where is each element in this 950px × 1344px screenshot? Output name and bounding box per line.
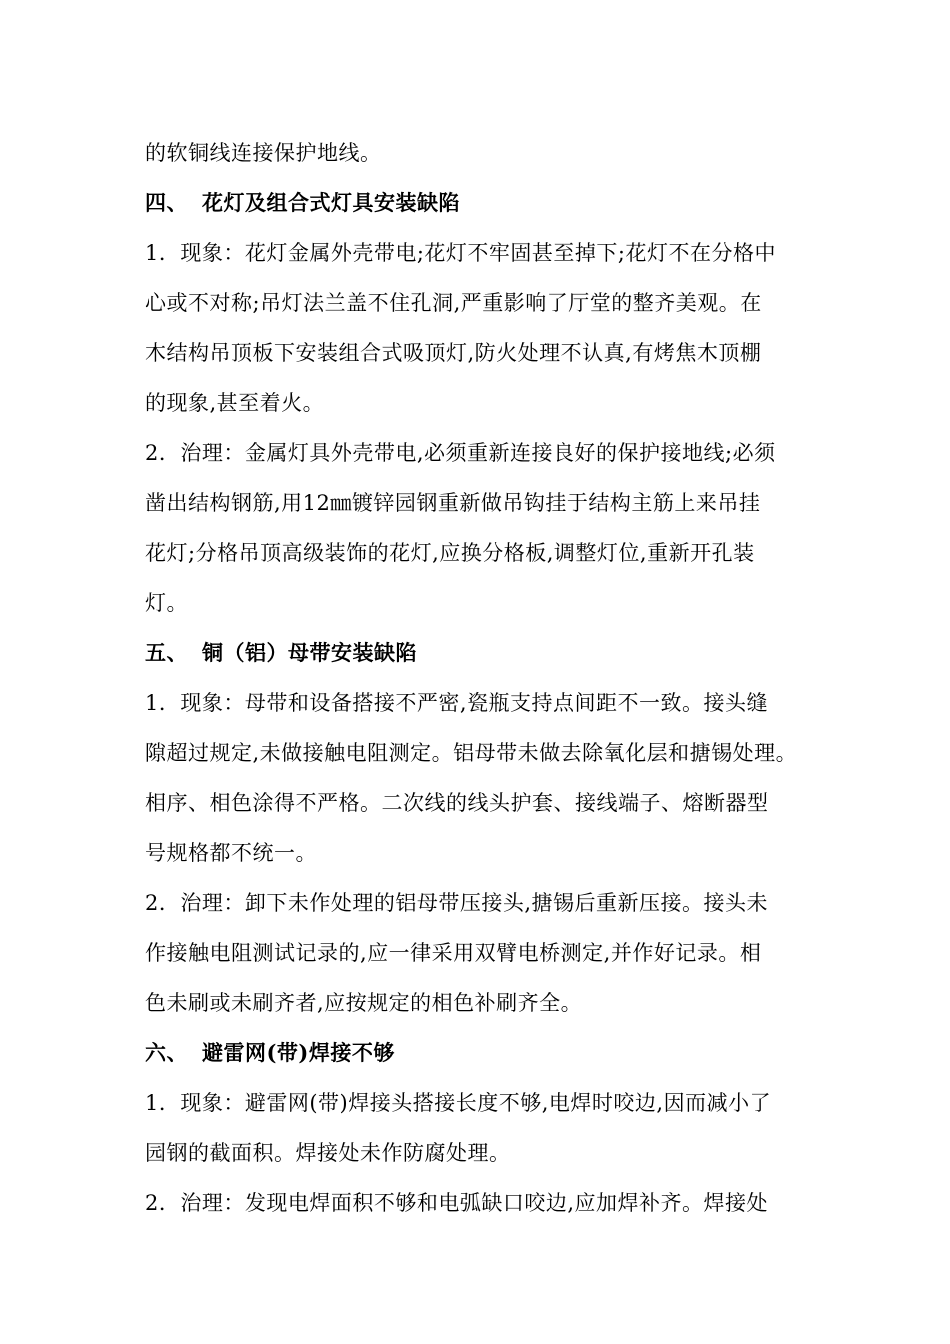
body-line: 作接触电阻测试记录的,应一律采用双臂电桥测定,并作好记录。相: [145, 941, 762, 965]
body-line: 的现象,甚至着火。: [145, 391, 325, 415]
body-line: 1．现象：花灯金属外壳带电;花灯不牢固甚至掉下;花灯不在分格中: [145, 241, 777, 265]
section-title: 铜（铝）母带安装缺陷: [202, 640, 417, 665]
body-line: 2．治理：发现电焊面积不够和电弧缺口咬边,应加焊补齐。焊接处: [145, 1191, 769, 1215]
section-number: 五、: [145, 640, 188, 665]
body-line: 2．治理：卸下未作处理的铝母带压接头,搪锡后重新压接。接头未: [145, 891, 769, 915]
section-number: 四、: [145, 190, 188, 215]
body-line: 凿出结构钢筋,用12㎜镀锌园钢重新做吊钩挂于结构主筋上来吊挂: [145, 491, 761, 515]
body-line: 1．现象：避雷网(带)焊接头搭接长度不够,电焊时咬边,因而减小了: [145, 1091, 772, 1115]
body-line: 色未刷或未刷齐者,应按规定的相色补刷齐全。: [145, 991, 583, 1015]
section-title: 避雷网(带)焊接不够: [202, 1040, 395, 1065]
body-line: 相序、相色涂得不严格。二次线的线头护套、接线端子、熔断器型: [145, 791, 769, 815]
body-line: 号规格都不统一。: [145, 841, 317, 865]
body-line: 心或不对称;吊灯法兰盖不住孔洞,严重影响了厅堂的整齐美观。在: [145, 291, 762, 315]
body-line: 木结构吊顶板下安装组合式吸顶灯,防火处理不认真,有烤焦木顶棚: [145, 341, 762, 365]
body-line: 隙超过规定,未做接触电阻测定。铝母带未做去除氧化层和搪锡处理。: [145, 741, 798, 765]
document-body: [145, 128, 815, 1228]
body-line: 2．治理：金属灯具外壳带电,必须重新连接良好的保护接地线;必须: [145, 441, 776, 465]
body-line: 灯。: [145, 591, 188, 615]
section-heading-6: [145, 1028, 815, 1078]
section-title: 花灯及组合式灯具安装缺陷: [202, 190, 460, 215]
body-line: 的软铜线连接保护地线。: [145, 141, 382, 165]
section-number: 六、: [145, 1040, 188, 1065]
body-line: 园钢的截面积。焊接处未作防腐处理。: [145, 1141, 511, 1165]
body-line: 花灯;分格吊顶高级装饰的花灯,应换分格板,调整灯位,重新开孔装: [145, 541, 755, 565]
body-line: 1．现象：母带和设备搭接不严密,瓷瓶支持点间距不一致。接头缝: [145, 691, 769, 715]
section-heading-4: [145, 178, 815, 228]
section-heading-5: [145, 628, 815, 678]
